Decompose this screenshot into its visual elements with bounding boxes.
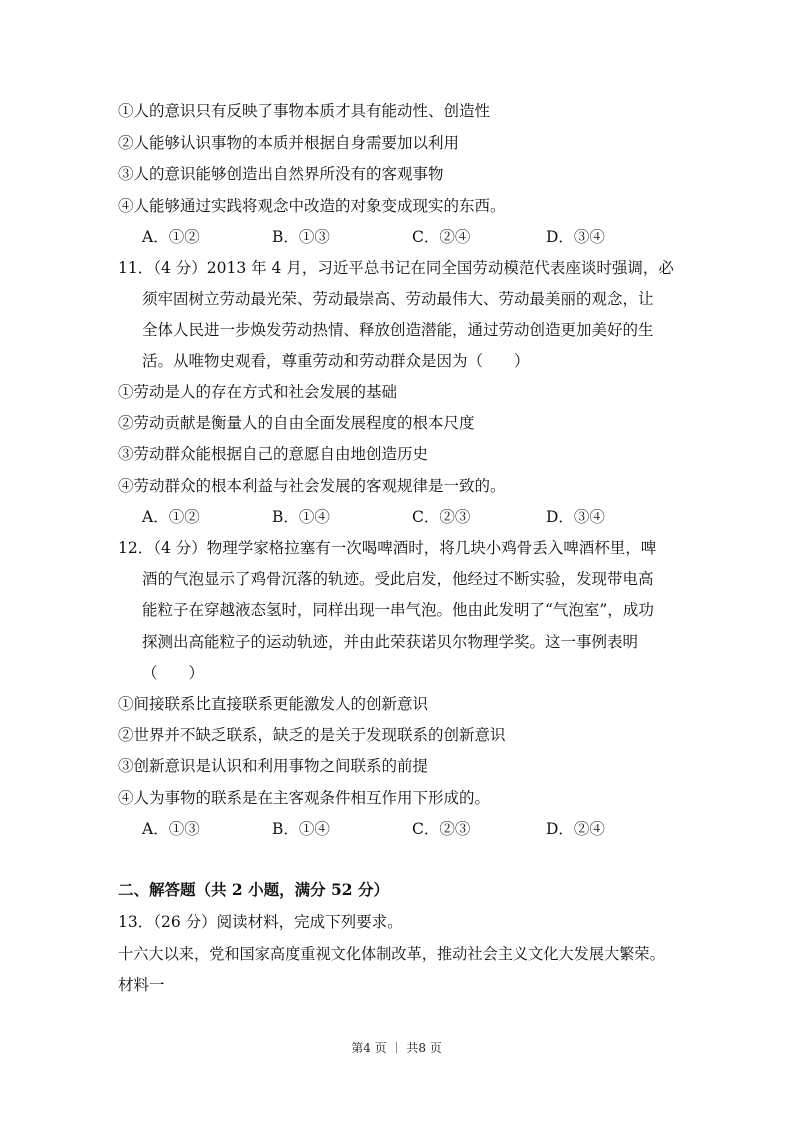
section-title: 二、解答题（共 2 小题，满分 52 分） (118, 880, 389, 899)
q10-option-3: ③人的意识能够创造出自然界所没有的客观事物 (118, 165, 444, 183)
q10-option-2: ②人能够认识事物的本质并根据自身需要加以利用 (118, 134, 460, 152)
q12-stem-line-1: 12．（4 分）物理学家格拉塞有一次喝啤酒时，将几块小鸡骨丢入啤酒杯里，啤 (118, 539, 657, 557)
q10-choice-d: D．③④ (546, 228, 605, 246)
q12-choice-b: B．①④ (272, 820, 330, 838)
q11-choice-c: C．②③ (412, 508, 471, 526)
q10-option-1: ①人的意识只有反映了事物本质才具有能动性、创造性 (118, 102, 491, 120)
q10-option-4: ④人能够通过实践将观念中改造的对象变成现实的东西。 (118, 197, 506, 215)
q12-option-1: ①间接联系比直接联系更能激发人的创新意识 (118, 695, 429, 713)
q13-material-label: 材料一 (118, 976, 165, 994)
q12-choice-c: C．②③ (412, 820, 471, 838)
q12-option-2: ②世界并不缺乏联系，缺乏的是关于发现联系的创新意识 (118, 726, 506, 744)
q10-choice-c: C．②④ (412, 228, 471, 246)
q12-stem-line-3: 能粒子在穿越液态氢时，同样出现一串气泡。他由此发明了“气泡室”，成功 (142, 601, 654, 619)
q13-stem: 13．（26 分）阅读材料，完成下列要求。 (118, 913, 403, 931)
q11-choice-a: A．①② (142, 508, 200, 526)
q12-choices (142, 819, 702, 839)
q11-option-2: ②劳动贡献是衡量人的自由全面发展程度的根本尺度 (118, 414, 475, 432)
q12-option-4: ④人为事物的联系是在主客观条件相互作用下形成的。 (118, 789, 491, 807)
q11-choice-b: B．①④ (272, 508, 330, 526)
q11-option-3: ③劳动群众能根据自己的意愿自由地创造历史 (118, 445, 429, 463)
q13-intro: 十六大以来，党和国家高度重视文化体制改革，推动社会主义文化大发展大繁荣。 (118, 945, 665, 963)
q11-stem-line-1: 11．（4 分）2013 年 4 月，习近平总书记在同全国劳动模范代表座谈时强调，必 (118, 259, 674, 277)
page-footer: 第4 页 ｜ 共8 页 (351, 1041, 442, 1055)
q10-choices (142, 227, 702, 247)
q12-stem-line-5: （ ） (142, 664, 205, 682)
q10-choice-a: A．①② (142, 228, 200, 246)
q10-choice-b: B．①③ (272, 228, 330, 246)
q12-stem-line-2: 酒的气泡显示了鸡骨沉落的轨迹。受此启发，他经过不断实验，发现带电高 (142, 570, 654, 588)
q11-option-1: ①劳动是人的存在方式和社会发展的基础 (118, 383, 398, 401)
q11-stem-line-4: 活。从唯物史观看，尊重劳动和劳动群众是因为（ ） (142, 352, 530, 370)
q11-choice-d: D．③④ (546, 508, 605, 526)
q12-choice-d: D．②④ (546, 820, 605, 838)
q11-stem-line-2: 须牢固树立劳动最光荣、劳动最崇高、劳动最伟大、劳动最美丽的观念，让 (142, 290, 654, 308)
q11-stem-line-3: 全体人民进一步焕发劳动热情、释放创造潜能，通过劳动创造更加美好的生 (142, 321, 654, 339)
q12-stem-line-4: 探测出高能粒子的运动轨迹，并由此荣获诺贝尔物理学奖。这一事例表明 (142, 633, 639, 651)
q11-option-4: ④劳动群众的根本利益与社会发展的客观规律是一致的。 (118, 477, 506, 495)
q11-choices (142, 507, 702, 527)
q12-choice-a: A．①③ (142, 820, 200, 838)
q12-option-3: ③创新意识是认识和利用事物之间联系的前提 (118, 757, 429, 775)
